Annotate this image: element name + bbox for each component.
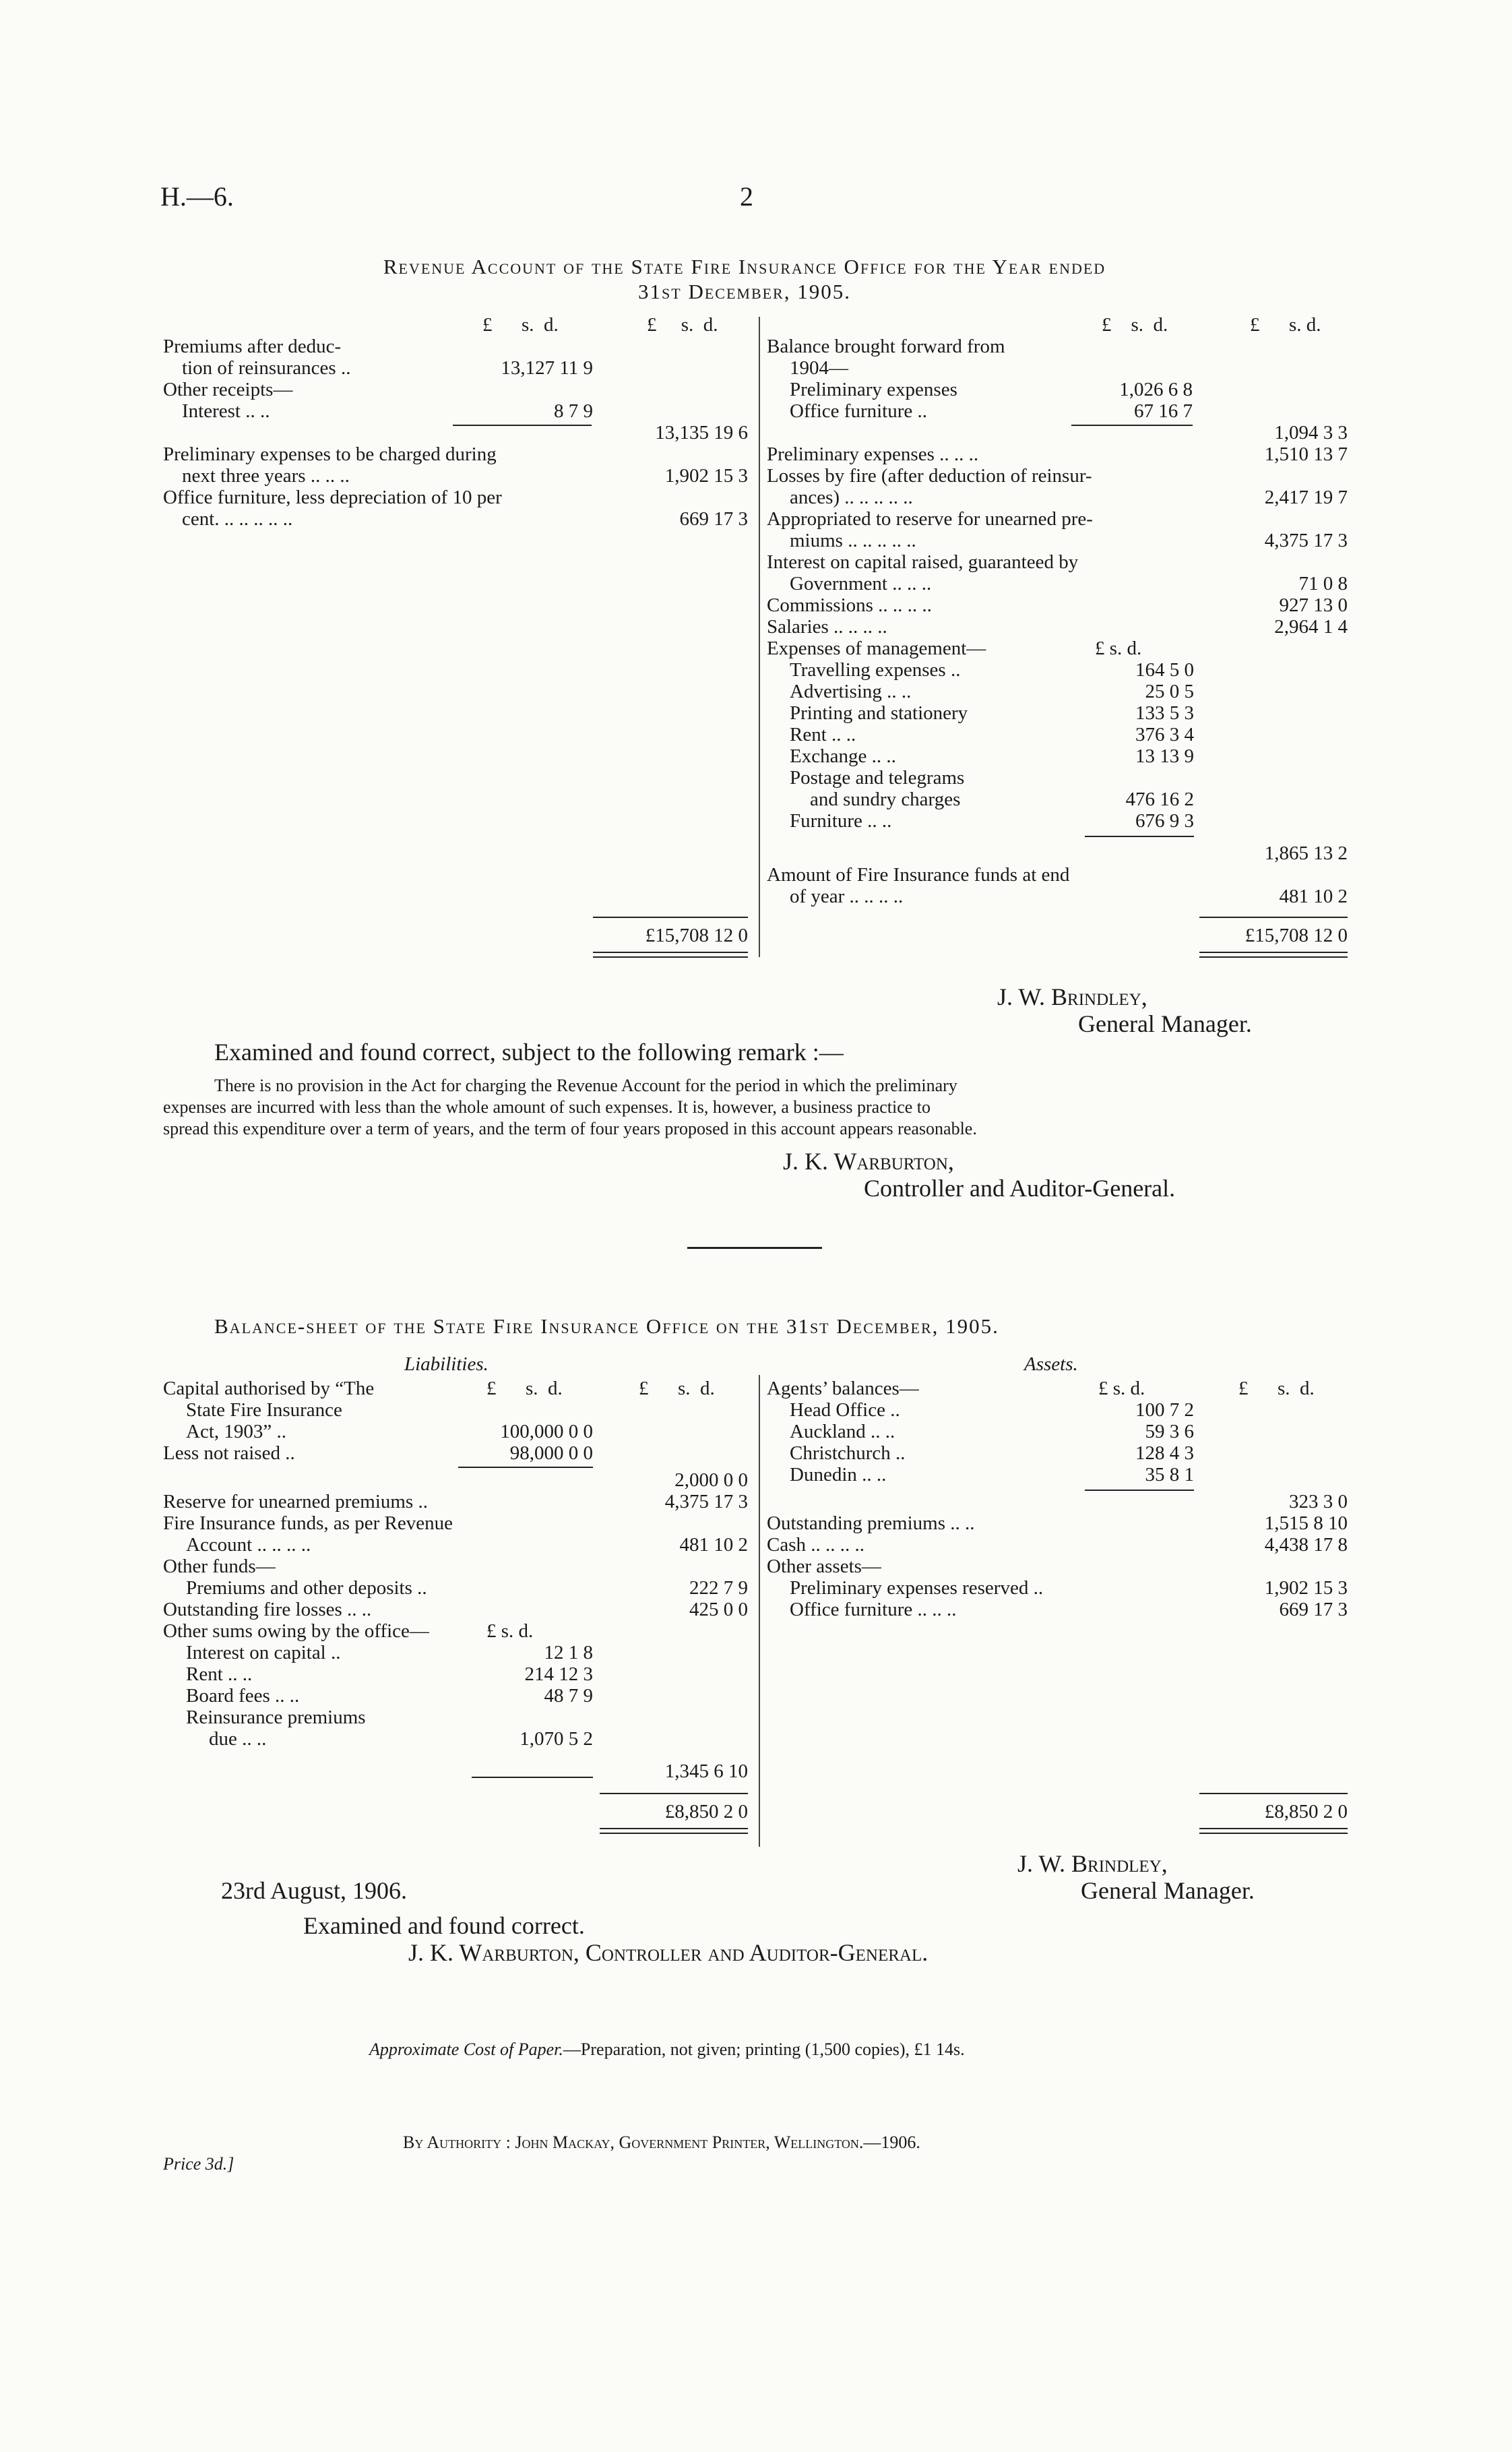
list-item: Reinsurance premiums [186,1707,366,1728]
revenue-divider [759,317,760,957]
rev-losses-amt: 2,417 19 7 [1264,487,1348,508]
rev-bal-office: Office furniture .. [790,400,927,422]
rev-bal-l1: Balance brought forward from [767,336,1005,357]
rev-expenses: Expenses of management— [767,638,986,659]
asset-total-rule [1199,1793,1348,1794]
rev-right-total: £15,708 12 0 [1245,925,1348,946]
revenue-title-line1: Revenue Account of the State Fire Insurance Office for the Year ended [383,255,1106,278]
rev-reserve-l1: Appropriated to reserve for unearned pre- [767,508,1093,530]
list-item: Auckland .. .. 59 3 6 [790,1421,1194,1442]
rev-left-inner-colhead: £ s. d. [482,314,559,336]
rev-exp-colhead: £ s. d. [1095,638,1142,659]
section-separator [687,1247,822,1249]
rev-prelim-l2: next three years .. .. .. [182,465,350,487]
rev-salaries-amt: 2,964 1 4 [1274,616,1348,638]
rev-bal-total: 1,094 3 3 [1274,422,1348,443]
rev-right-double-rule [1199,952,1348,958]
rev-prelim-l1: Preliminary expenses to be charged during [163,443,497,465]
rev-losses-l1: Losses by fire (after deduction of reinsur- [767,465,1092,487]
liab-capital-rule [458,1467,593,1468]
liab-premiums-deposits-amt: 222 7 9 [689,1577,748,1599]
liab-other-funds: Other funds— [163,1556,276,1577]
asset-prelim: Preliminary expenses reserved .. [790,1577,1044,1599]
rev-office-l2: cent. .. .. .. .. .. [182,508,293,530]
rev-remark-l3: spread this expenditure over a term of years, and the term of four years proposed in this account appears reasonable. [163,1119,977,1138]
rev-amount-l2: of year .. .. .. .. [790,886,904,907]
rev-right-inner-colhead: £ s. d. [1102,314,1168,336]
rev-prelim-amt: 1,902 15 3 [664,465,748,487]
rev-salaries: Salaries .. .. .. .. [767,616,887,638]
liab-other-sums: Other sums owing by the office— [163,1620,429,1642]
asset-double-rule [1199,1828,1348,1834]
rev-amount-l1: Amount of Fire Insurance funds at end [767,864,1070,886]
bal-signature-name: J. W. Brindley, [1017,1850,1168,1877]
liab-fire-l2: Account .. .. .. .. [186,1534,311,1556]
liabilities-head: Liabilities. [404,1353,489,1375]
liab-total: £8,850 2 0 [664,1801,748,1822]
rev-premiums-l1: Premiums after deduc- [163,336,342,357]
asset-agents-list [790,1399,1194,1485]
rev-commissions-amt: 927 13 0 [1279,594,1348,616]
rev-bal-office-amt: 67 16 7 [1134,400,1193,422]
bal-liab-outer-colhead: £ s. d. [639,1378,715,1399]
rev-right-prelim: Preliminary expenses .. .. .. [767,443,979,465]
list-item: Christchurch .. 128 4 3 [790,1442,1194,1464]
list-item: Travelling expenses .. 164 5 0 [790,659,1194,681]
liab-double-rule [600,1828,748,1834]
rev-interest-amt: 71 0 8 [1298,573,1348,594]
liab-capital-amt: 100,000 0 0 [500,1421,593,1442]
list-item: Furniture .. .. 676 9 3 [790,810,1194,832]
asset-office-amt: 669 17 3 [1279,1599,1348,1620]
bal-auditor: J. K. Warburton, Controller and Auditor-General. [408,1939,928,1966]
rev-premiums-l2: tion of reinsurances .. [182,357,351,379]
rev-reserve-amt: 4,375 17 3 [1264,530,1348,551]
asset-office: Office furniture .. .. .. [790,1599,957,1620]
asset-other: Other assets— [767,1556,881,1577]
list-item: Head Office .. 100 7 2 [790,1399,1194,1421]
liab-outstanding-losses-amt: 425 0 0 [689,1599,748,1620]
list-item: Dunedin .. .. 35 8 1 [790,1464,1194,1485]
rev-office-amt: 669 17 3 [679,508,748,530]
rev-right-outer-colhead: £ s. d. [1250,314,1321,336]
liab-fire-l1: Fire Insurance funds, as per Revenue [163,1512,453,1534]
rev-left-outer-colhead: £ s. d. [647,314,718,336]
rev-expenses-total: 1,865 13 2 [1264,842,1348,864]
rev-right-total-rule [1199,917,1348,918]
rev-auditor-title: Controller and Auditor-General. [864,1175,1176,1202]
asset-agents-total: 323 3 0 [1289,1491,1348,1512]
rev-remark-l2: expenses are incurred with less than the whole amount of such expenses. It is, however, a business practice to [163,1097,931,1117]
cost-note: Approximate Cost of Paper.—Preparation, not given; printing (1,500 copies), £1 14s. [369,2040,965,2059]
asset-outstanding-amt: 1,515 8 10 [1264,1512,1348,1534]
rev-left-total: £15,708 12 0 [645,925,748,946]
rev-signature-name: J. W. Brindley, [997,983,1147,1010]
list-item: Exchange .. .. 13 13 9 [790,745,1194,767]
rev-left-subrule [453,425,592,426]
list-item: Rent .. .. 214 12 3 [186,1663,593,1685]
liab-sums-total: 1,345 6 10 [664,1760,748,1782]
asset-sub-colhead: £ s. d. [1098,1378,1145,1399]
rev-bal-rule [1071,425,1193,426]
revenue-title-line2: 31st December, 1905. [638,280,851,303]
rev-left-subtotal: 13,135 19 6 [655,422,748,443]
list-item: Printing and stationery 133 5 3 [790,702,1194,724]
liab-reserve: Reserve for unearned premiums .. [163,1491,428,1512]
list-item: Rent .. .. 376 3 4 [790,724,1194,745]
asset-agents-rule [1085,1490,1194,1491]
liab-less-amt: 98,000 0 0 [509,1442,593,1464]
price: Price 3d.] [163,2154,234,2174]
liab-capital-l3: Act, 1903” .. [186,1421,286,1442]
rev-interest-l2: Government .. .. .. [790,573,932,594]
rev-left-double-rule [593,952,748,958]
rev-left-total-rule [593,917,748,918]
assets-head: Assets. [1024,1353,1078,1375]
asset-agents: Agents’ balances— [767,1378,919,1399]
liab-premiums-deposits: Premiums and other deposits .. [186,1577,427,1599]
rev-amount-amt: 481 10 2 [1279,886,1348,907]
rev-bal-l2: 1904— [790,357,848,379]
page-number: 2 [740,181,753,212]
rev-right-prelim-amt: 1,510 13 7 [1264,443,1348,465]
asset-cash: Cash .. .. .. .. [767,1534,864,1556]
liab-less: Less not raised .. [163,1442,295,1464]
rev-other-receipts: Other receipts— [163,379,293,400]
list-item: due .. .. 1,070 5 2 [209,1728,593,1750]
balance-title: Balance-sheet of the State Fire Insurance Office on the 31st December, 1905. [214,1314,999,1338]
rev-bal-prelim-amt: 1,026 6 8 [1119,379,1193,400]
rev-office-l1: Office furniture, less depreciation of 10 per [163,487,502,508]
rev-examined: Examined and found correct, subject to the following remark :— [214,1039,844,1066]
rev-premiums-amt: 13,127 11 9 [501,357,593,379]
rev-reserve-l2: miums .. .. .. .. .. [790,530,916,551]
list-item: Interest on capital .. 12 1 8 [186,1642,593,1663]
rev-interest-l1: Interest on capital raised, guaranteed by [767,551,1079,573]
rev-commissions: Commissions .. .. .. .. [767,594,932,616]
rev-bal-prelim: Preliminary expenses [790,379,957,400]
bal-signature-title: General Manager. [1081,1877,1255,1904]
liab-sub-colhead: £ s. d. [486,1620,534,1642]
asset-cash-amt: 4,438 17 8 [1264,1534,1348,1556]
rev-exp-rule [1085,836,1194,837]
asset-prelim-amt: 1,902 15 3 [1264,1577,1348,1599]
rev-signature-title: General Manager. [1078,1010,1252,1037]
liab-reserve-amt: 4,375 17 3 [664,1491,748,1512]
bal-date: 23rd August, 1906. [221,1877,408,1904]
liab-total-rule [600,1793,748,1794]
rev-auditor-name: J. K. Warburton, [783,1148,954,1175]
liab-capital-l2: State Fire Insurance [186,1399,342,1421]
balance-divider [759,1375,760,1847]
asset-outstanding: Outstanding premiums .. .. [767,1512,975,1534]
liab-capital-l1: Capital authorised by “The [163,1378,375,1399]
list-item: Postage and telegrams [790,767,965,789]
rev-remark-l1: There is no provision in the Act for charging the Revenue Account for the period in which the preliminary [214,1076,957,1095]
list-item: and sundry charges 476 16 2 [810,789,1194,810]
liab-outstanding-losses: Outstanding fire losses .. .. [163,1599,372,1620]
printer-authority: By Authority : John Mackay, Government Printer, Wellington.—1906. [403,2133,920,2152]
document-ref: H.—6. [160,181,234,212]
list-item: Board fees .. .. 48 7 9 [186,1685,593,1707]
bal-examined: Examined and found correct. [303,1912,585,1939]
rev-losses-l2: ances) .. .. .. .. .. [790,487,913,508]
asset-total: £8,850 2 0 [1264,1801,1348,1822]
rev-interest-amt: 8 7 9 [554,400,593,422]
liab-fire-amt: 481 10 2 [679,1534,748,1556]
rev-expense-list [790,659,1194,832]
liab-sums-list [186,1642,593,1750]
list-item: Advertising .. .. 25 0 5 [790,681,1194,702]
rev-interest: Interest .. .. [182,400,270,422]
bal-asset-outer-colhead: £ s. d. [1238,1378,1315,1399]
bal-liab-inner-colhead: £ s. d. [486,1378,563,1399]
liab-capital-net: 2,000 0 0 [674,1469,748,1491]
liab-sums-rule [472,1777,593,1778]
